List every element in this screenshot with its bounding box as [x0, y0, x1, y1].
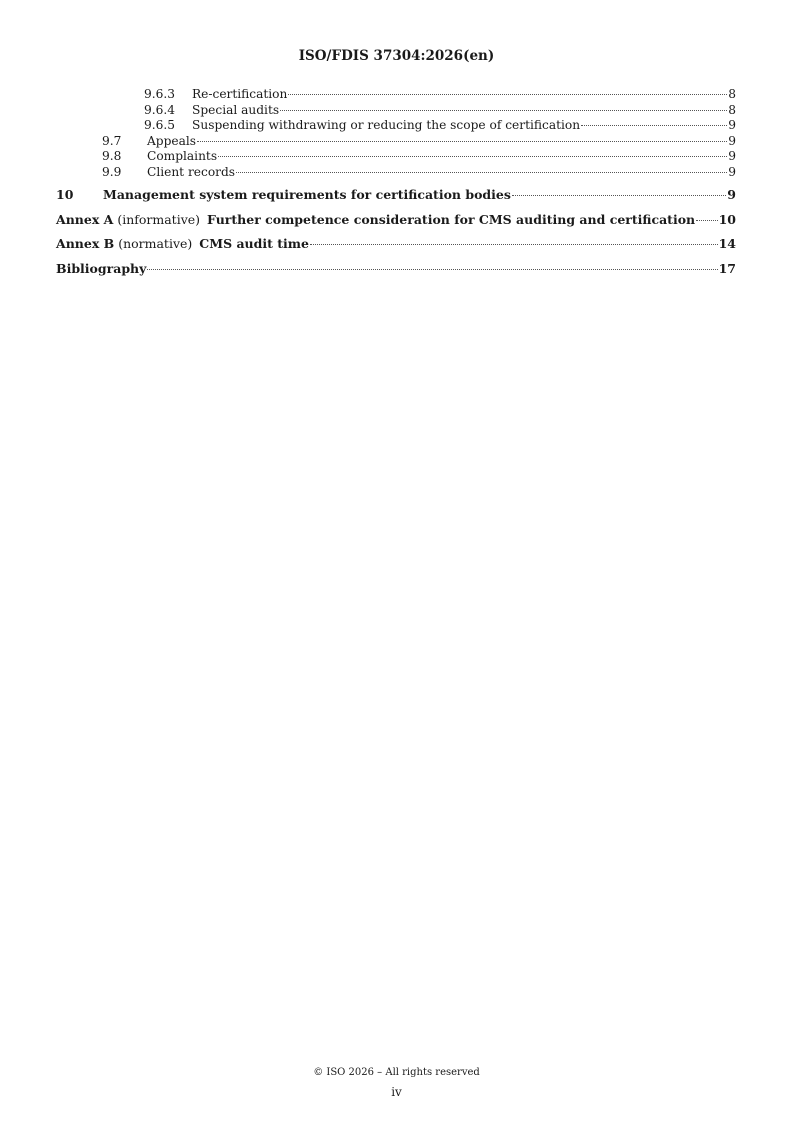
- dot-leader: [581, 125, 727, 126]
- toc-entry-title: Special audits: [192, 102, 280, 117]
- dot-leader: [310, 244, 718, 245]
- toc-entry-title: Suspending withdrawing or reducing the scope of certification: [192, 118, 581, 132]
- toc-entry-annex-a[interactable]: [56, 212, 736, 228]
- annex-kind: (normative): [118, 236, 193, 251]
- toc-entry-title: Client records: [147, 164, 236, 179]
- toc-entry-9-9[interactable]: [56, 165, 736, 181]
- dot-leader: [288, 94, 727, 95]
- document-header: ISO/FDIS 37304:2026(en): [298, 48, 495, 64]
- toc-entry-number: 9.6.4: [144, 102, 176, 117]
- toc-entry-9-8[interactable]: [56, 149, 736, 165]
- toc-entry-number: 9.7: [102, 133, 122, 148]
- toc-entry-page: 9: [728, 133, 736, 148]
- toc-entry-title: Appeals: [147, 133, 197, 148]
- dot-leader: [147, 269, 717, 270]
- toc-entry-page: 9: [727, 187, 736, 202]
- toc-entry-page: 9: [728, 149, 736, 163]
- toc-entry-page: 9: [728, 118, 736, 132]
- toc-entry-bibliography[interactable]: [56, 261, 736, 277]
- toc-entry-clause-10[interactable]: [56, 187, 736, 203]
- toc-entry-title: CMS audit time: [199, 236, 309, 251]
- toc-entry-page: 17: [718, 260, 736, 276]
- toc-entry-9-7[interactable]: [56, 134, 736, 150]
- toc-entry-number: 9.6.3: [144, 87, 176, 101]
- toc-entry-9-6-5[interactable]: [56, 118, 736, 134]
- toc-entry-title: Complaints: [147, 149, 218, 163]
- toc-entry-title: Further competence consideration for CMS auditing and certification: [207, 211, 696, 227]
- toc-entry-title: Bibliography: [56, 260, 147, 276]
- copyright-notice: © ISO 2026 – All rights reserved: [313, 1067, 480, 1078]
- toc-entry-annex-b[interactable]: [56, 236, 736, 252]
- annex-label: Annex A: [56, 211, 114, 227]
- toc-entry-9-6-4[interactable]: [56, 103, 736, 119]
- dot-leader: [512, 195, 726, 196]
- toc-entry-page: 8: [728, 102, 736, 117]
- toc-entry-number: 9.9: [102, 164, 122, 179]
- toc-entry-number: 9.8: [102, 149, 122, 163]
- toc-entry-title: Management system requirements for certification bodies: [103, 187, 511, 202]
- toc-entry-page: 14: [718, 236, 736, 251]
- annex-kind: (informative): [117, 211, 201, 227]
- dot-leader: [696, 220, 717, 221]
- toc-entry-title: Re-certification: [192, 87, 288, 101]
- toc-entry-page: 10: [718, 211, 736, 227]
- dot-leader: [280, 110, 727, 111]
- table-of-contents: [56, 87, 736, 276]
- dot-leader: [197, 141, 727, 142]
- page-number: iv: [391, 1085, 402, 1099]
- annex-label: Annex B: [56, 236, 115, 251]
- dot-leader: [218, 156, 727, 157]
- toc-entry-page: 9: [728, 164, 736, 179]
- toc-entry-number: 9.6.5: [144, 118, 176, 132]
- dot-leader: [236, 172, 727, 173]
- toc-entry-page: 8: [728, 87, 736, 101]
- toc-entry-9-6-3[interactable]: [56, 87, 736, 103]
- toc-entry-number: 10: [56, 187, 74, 202]
